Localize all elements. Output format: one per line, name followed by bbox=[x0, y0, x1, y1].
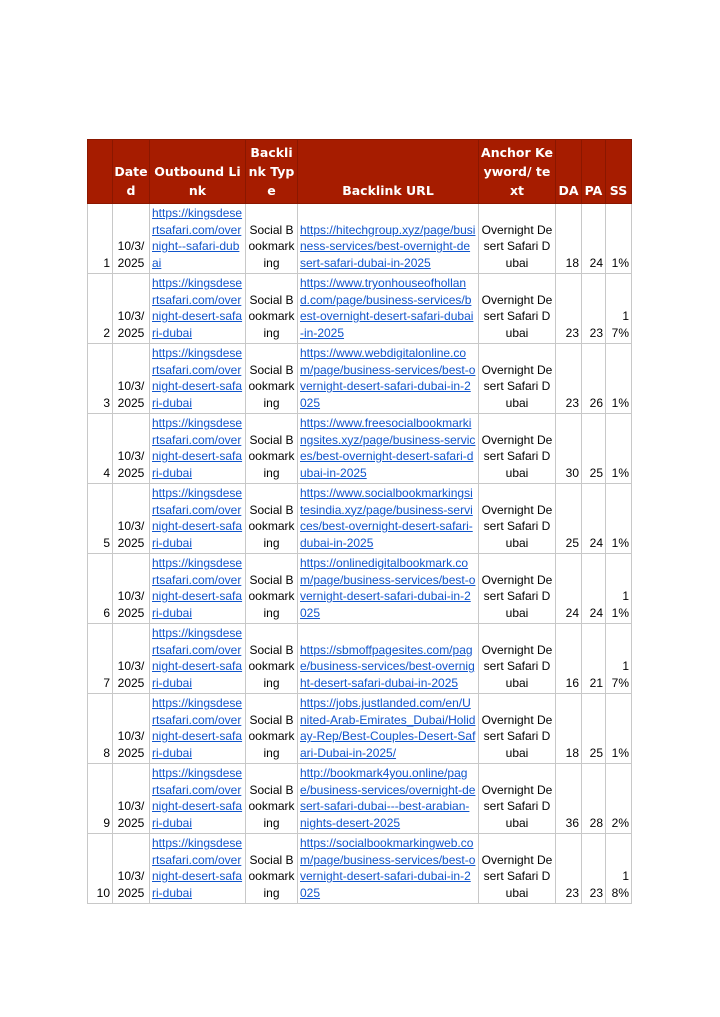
table-row bbox=[88, 204, 632, 274]
ss-cell: 2% bbox=[606, 764, 632, 834]
anchor-text-cell: Overnight Desert Safari Dubai bbox=[479, 624, 556, 694]
backlink-url-link[interactable]: https://jobs.justlanded.com/en/United-Arab-Emirates_Dubai/Holiday-Rep/Best-Couples-Desert-Safari-Dubai-in-2025/ bbox=[300, 696, 476, 760]
table-row bbox=[88, 484, 632, 554]
anchor-text-cell: Overnight Desert Safari Dubai bbox=[479, 834, 556, 904]
da-cell: 18 bbox=[556, 694, 582, 764]
ss-cell: 1% bbox=[606, 204, 632, 274]
header-pa: PA bbox=[582, 140, 606, 204]
backlink-url-link[interactable]: https://www.freesocialbookmarkingsites.xyz/page/business-services/best-overnight-desert-safari-dubai-in-2025 bbox=[300, 416, 476, 480]
backlink-table bbox=[87, 139, 632, 904]
anchor-text-cell: Overnight Desert Safari Dubai bbox=[479, 344, 556, 414]
backlink-type-cell: Social Bookmarking bbox=[246, 484, 298, 554]
table-row bbox=[88, 624, 632, 694]
backlink-type-cell: Social Bookmarking bbox=[246, 414, 298, 484]
backlink-type-cell: Social Bookmarking bbox=[246, 204, 298, 274]
outbound-link[interactable]: https://kingsdesertsafari.com/overnight-desert-safari-dubai bbox=[152, 836, 243, 900]
backlink-url-link[interactable]: https://www.tryonhouseofholland.com/page/business-services/best-overnight-desert-safari-dubai-in-2025 bbox=[300, 276, 474, 340]
table-row bbox=[88, 694, 632, 764]
ss-cell: 1% bbox=[606, 414, 632, 484]
ss-cell: 17% bbox=[606, 274, 632, 344]
row-number: 9 bbox=[88, 764, 113, 834]
pa-cell: 26 bbox=[582, 344, 606, 414]
row-number: 8 bbox=[88, 694, 113, 764]
row-number: 6 bbox=[88, 554, 113, 624]
outbound-link[interactable]: https://kingsdesertsafari.com/overnight-desert-safari-dubai bbox=[152, 766, 243, 830]
da-cell: 30 bbox=[556, 414, 582, 484]
pa-cell: 25 bbox=[582, 414, 606, 484]
header-da: DA bbox=[556, 140, 582, 204]
da-cell: 23 bbox=[556, 834, 582, 904]
ss-cell: 18% bbox=[606, 834, 632, 904]
pa-cell: 21 bbox=[582, 624, 606, 694]
anchor-text-cell: Overnight Desert Safari Dubai bbox=[479, 554, 556, 624]
pa-cell: 24 bbox=[582, 554, 606, 624]
backlink-type-cell: Social Bookmarking bbox=[246, 274, 298, 344]
pa-cell: 28 bbox=[582, 764, 606, 834]
pa-cell: 23 bbox=[582, 834, 606, 904]
ss-cell: 1% bbox=[606, 484, 632, 554]
table-row bbox=[88, 554, 632, 624]
backlink-url-link[interactable]: https://hitechgroup.xyz/page/business-services/best-overnight-desert-safari-dubai-in-2025 bbox=[300, 222, 476, 270]
row-number: 7 bbox=[88, 624, 113, 694]
anchor-text-cell: Overnight Desert Safari Dubai bbox=[479, 694, 556, 764]
da-cell: 23 bbox=[556, 344, 582, 414]
table-row bbox=[88, 344, 632, 414]
backlink-type-cell: Social Bookmarking bbox=[246, 344, 298, 414]
backlink-url-link[interactable]: https://www.webdigitalonline.com/page/business-services/best-overnight-desert-safari-dubai-in-2025 bbox=[300, 346, 476, 410]
anchor-text-cell: Overnight Desert Safari Dubai bbox=[479, 414, 556, 484]
row-number: 3 bbox=[88, 344, 113, 414]
table-row bbox=[88, 834, 632, 904]
backlink-url-link[interactable]: https://socialbookmarkingweb.com/page/business-services/best-overnight-desert-safari-dubai-in-2025 bbox=[300, 836, 476, 900]
pa-cell: 24 bbox=[582, 484, 606, 554]
backlink-type-cell: Social Bookmarking bbox=[246, 624, 298, 694]
da-cell: 24 bbox=[556, 554, 582, 624]
header-anchor-keyword: Anchor Keyword/ text bbox=[479, 140, 556, 204]
backlink-url-link[interactable]: http://bookmark4you.online/page/business-services/overnight-desert-safari-dubai---best-arabian-nights-desert-2025 bbox=[300, 766, 476, 830]
backlink-type-cell: Social Bookmarking bbox=[246, 554, 298, 624]
backlink-url-link[interactable]: https://onlinedigitalbookmark.com/page/business-services/best-overnight-desert-safari-dubai-in-2025 bbox=[300, 556, 476, 620]
header-row bbox=[88, 140, 632, 204]
backlink-type-cell: Social Bookmarking bbox=[246, 694, 298, 764]
header-dated: Dated bbox=[113, 140, 150, 204]
table-row bbox=[88, 274, 632, 344]
row-number: 10 bbox=[88, 834, 113, 904]
date-cell: 10/3/2025 bbox=[113, 414, 150, 484]
header-backlink-url: Backlink URL bbox=[298, 140, 479, 204]
row-number: 5 bbox=[88, 484, 113, 554]
pa-cell: 24 bbox=[582, 204, 606, 274]
outbound-link[interactable]: https://kingsdesertsafari.com/overnight-desert-safari-dubai bbox=[152, 416, 243, 480]
row-number: 1 bbox=[88, 204, 113, 274]
da-cell: 25 bbox=[556, 484, 582, 554]
header-ss: SS bbox=[606, 140, 632, 204]
outbound-link[interactable]: https://kingsdesertsafari.com/overnight-desert-safari-dubai bbox=[152, 276, 243, 340]
outbound-link[interactable]: https://kingsdesertsafari.com/overnight-desert-safari-dubai bbox=[152, 346, 243, 410]
outbound-link[interactable]: https://kingsdesertsafari.com/overnight-desert-safari-dubai bbox=[152, 556, 243, 620]
row-number: 2 bbox=[88, 274, 113, 344]
anchor-text-cell: Overnight Desert Safari Dubai bbox=[479, 204, 556, 274]
ss-cell: 1% bbox=[606, 344, 632, 414]
ss-cell: 1% bbox=[606, 694, 632, 764]
outbound-link[interactable]: https://kingsdesertsafari.com/overnight-desert-safari-dubai bbox=[152, 626, 243, 690]
backlink-url-link[interactable]: https://sbmoffpagesites.com/page/business-services/best-overnight-desert-safari-dubai-in-2025 bbox=[300, 642, 475, 690]
da-cell: 23 bbox=[556, 274, 582, 344]
outbound-link[interactable]: https://kingsdesertsafari.com/overnight-desert-safari-dubai bbox=[152, 486, 243, 550]
row-number: 4 bbox=[88, 414, 113, 484]
date-cell: 10/3/2025 bbox=[113, 694, 150, 764]
da-cell: 18 bbox=[556, 204, 582, 274]
pa-cell: 25 bbox=[582, 694, 606, 764]
anchor-text-cell: Overnight Desert Safari Dubai bbox=[479, 274, 556, 344]
ss-cell: 17% bbox=[606, 624, 632, 694]
ss-cell: 11% bbox=[606, 554, 632, 624]
date-cell: 10/3/2025 bbox=[113, 274, 150, 344]
anchor-text-cell: Overnight Desert Safari Dubai bbox=[479, 764, 556, 834]
date-cell: 10/3/2025 bbox=[113, 624, 150, 694]
outbound-link[interactable]: https://kingsdesertsafari.com/overnight--safari-dubai bbox=[152, 206, 243, 270]
date-cell: 10/3/2025 bbox=[113, 484, 150, 554]
date-cell: 10/3/2025 bbox=[113, 554, 150, 624]
backlink-type-cell: Social Bookmarking bbox=[246, 764, 298, 834]
anchor-text-cell: Overnight Desert Safari Dubai bbox=[479, 484, 556, 554]
date-cell: 10/3/2025 bbox=[113, 344, 150, 414]
header-outbound-link: Outbound Link bbox=[150, 140, 246, 204]
pa-cell: 23 bbox=[582, 274, 606, 344]
outbound-link[interactable]: https://kingsdesertsafari.com/overnight-desert-safari-dubai bbox=[152, 696, 243, 760]
header-num bbox=[88, 140, 113, 204]
date-cell: 10/3/2025 bbox=[113, 834, 150, 904]
table-row bbox=[88, 414, 632, 484]
date-cell: 10/3/2025 bbox=[113, 764, 150, 834]
table-row bbox=[88, 764, 632, 834]
backlink-type-cell: Social Bookmarking bbox=[246, 834, 298, 904]
date-cell: 10/3/2025 bbox=[113, 204, 150, 274]
header-backlink-type: Backlink Type bbox=[246, 140, 298, 204]
backlink-url-link[interactable]: https://www.socialbookmarkingsitesindia.xyz/page/business-services/best-overnight-desert-safari-dubai-in-2025 bbox=[300, 486, 473, 550]
da-cell: 36 bbox=[556, 764, 582, 834]
da-cell: 16 bbox=[556, 624, 582, 694]
